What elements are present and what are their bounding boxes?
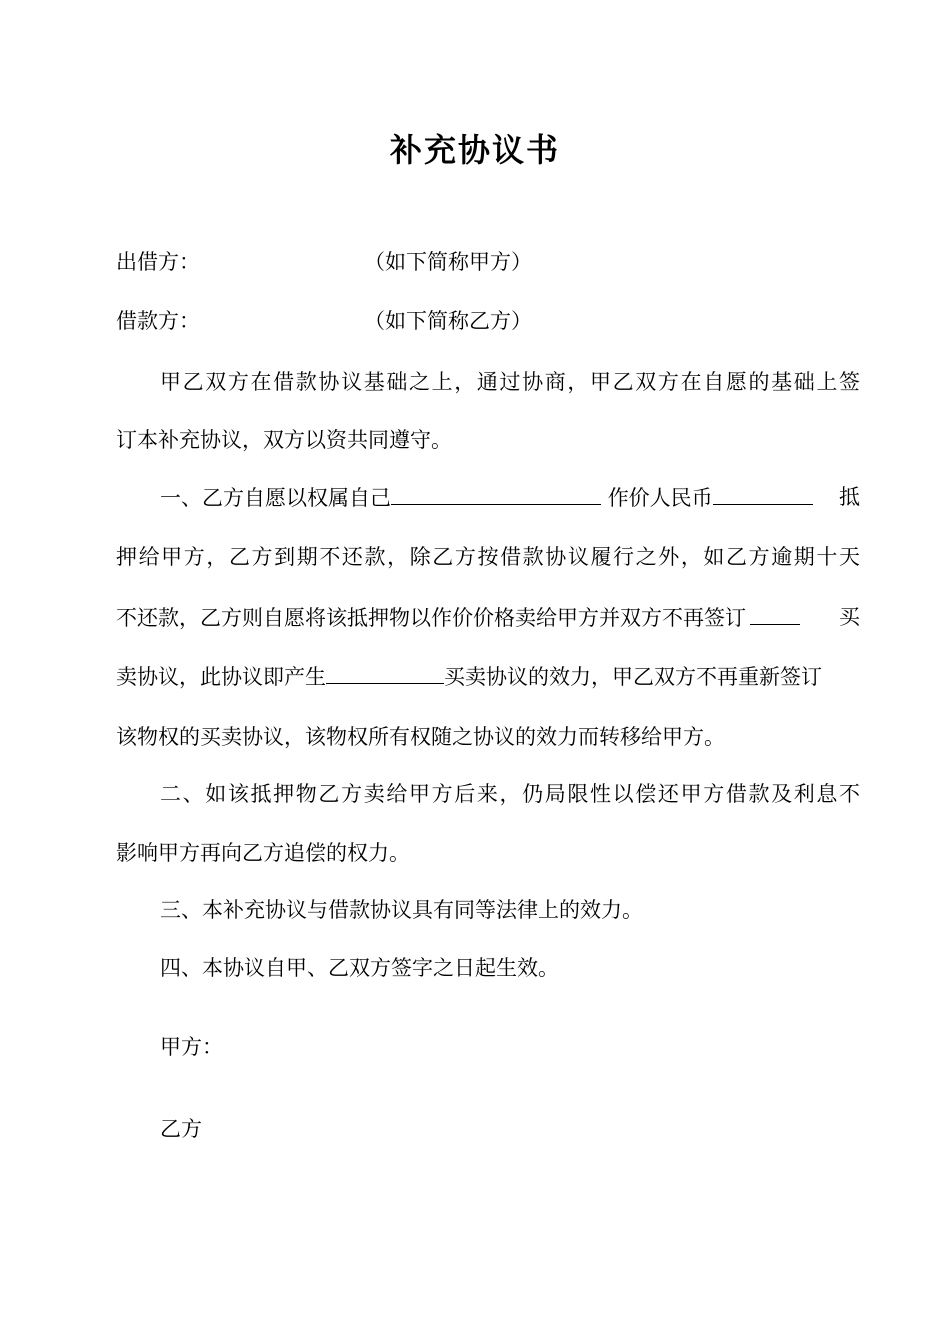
clause4-line: 四、本协议自甲、乙双方签字之日起生效。 [160, 956, 559, 980]
clause1-text-f: 卖协议，此协议即产生 [116, 665, 326, 689]
preamble-line-2: 订本补充协议，双方以资共同遵守。 [116, 428, 452, 452]
clause1-line-1 [116, 482, 860, 513]
lender-line [116, 247, 860, 277]
document-title: 补充协议书 [389, 131, 560, 169]
clause1-text-b: 作价人民币 [607, 486, 713, 510]
clause2-line-1: 二、如该抵押物乙方卖给甲方后来，仍局限性以偿还甲方借款及利息不 [160, 782, 860, 806]
clause1-line-5: 该物权的买卖协议，该物权所有权随之协议的效力而转移给甲方。 [116, 725, 725, 749]
party-b-signature: 乙方 [160, 1117, 202, 1141]
clause1-text-d: 不还款，乙方则自愿将该抵押物以作价价格卖给甲方并双方不再签订 [116, 606, 746, 630]
clause1-line-2: 押给甲方，乙方到期不还款，除乙方按借款协议履行之外，如乙方逾期十天 [116, 545, 860, 569]
lender-note: （如下简称甲方） [364, 250, 532, 274]
borrower-line [116, 306, 860, 336]
agreement-blank [750, 602, 800, 625]
clause1-text-e: 买 [839, 605, 860, 629]
property-blank [391, 482, 601, 505]
clause1-line-4 [116, 661, 860, 692]
borrower-note: （如下简称乙方） [364, 309, 532, 333]
borrower-label: 借款方： [116, 309, 200, 333]
price-blank [713, 482, 813, 505]
clause1-text-a: 一、乙方自愿以权属自己 [160, 486, 391, 510]
lender-label: 出借方： [116, 250, 200, 274]
effect-blank [326, 661, 444, 684]
clause1-text-c: 抵 [839, 485, 860, 509]
clause1-text-g: 买卖协议的效力，甲乙双方不再重新签订 [444, 665, 822, 689]
party-a-signature: 甲方： [160, 1035, 223, 1059]
preamble-line-1: 甲乙双方在借款协议基础之上，通过协商，甲乙双方在自愿的基础上签 [160, 370, 860, 394]
clause1-line-3 [116, 602, 860, 633]
clause2-line-2: 影响甲方再向乙方追偿的权力。 [116, 841, 410, 865]
clause3-line: 三、本补充协议与借款协议具有同等法律上的效力。 [160, 898, 643, 922]
